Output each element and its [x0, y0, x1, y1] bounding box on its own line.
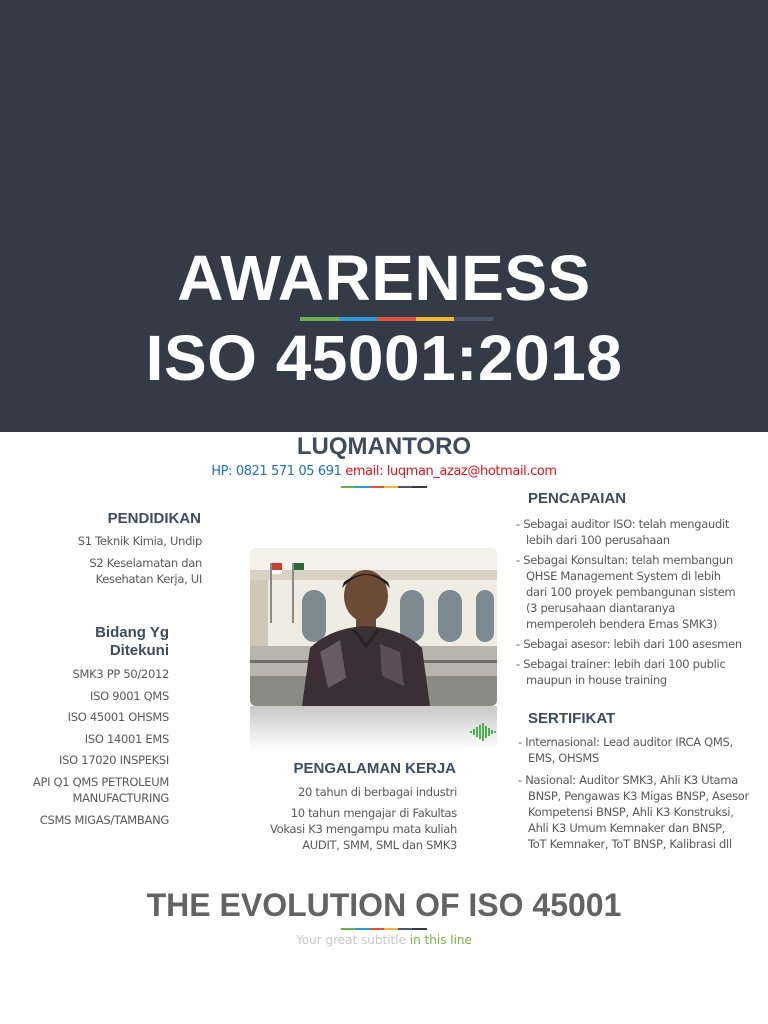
bidang-list [5, 666, 169, 828]
list-item: BNSP, Pengawas K3 Migas BNSP, Asesor [528, 789, 749, 803]
list-item: maupun in house training [526, 673, 667, 687]
list-item: MANUFACTURING [72, 790, 169, 805]
list-item: 10 tahun mengajar di Fakultas [290, 806, 457, 820]
list-item: - Nasional: Auditor SMK3, Ahli K3 Utama [518, 773, 738, 787]
list-item: ISO 14001 EMS [84, 731, 169, 746]
list-item: memperoleh bendera Emas SMK3) [526, 617, 718, 631]
list-item: - Sebagai asesor: lebih dari 100 asesmen [516, 637, 742, 651]
list-item: S2 Keselamatan dan [89, 556, 202, 570]
profile-name: LUQMANTORO [296, 433, 472, 460]
pencapaian-list [516, 516, 766, 688]
list-item: ISO 17020 INSPEKSI [59, 753, 169, 767]
section-subtitle [0, 931, 768, 949]
list-item: 20 tahun di berbagai industri [298, 785, 457, 799]
list-item: - Sebagai auditor ISO: telah mengaudit [516, 517, 730, 531]
list-item: - Internasional: Lead auditor IRCA QMS, [518, 735, 733, 749]
title-iso: ISO 45001:2018 [145, 322, 623, 394]
list-item: AUDIT, SMM, SML dan SMK3 [302, 838, 457, 852]
title-awareness: AWARENESS [177, 242, 591, 314]
accent-color-bar [300, 317, 493, 321]
audio-wave-icon [470, 723, 498, 741]
list-item: Kompetensi BNSP, Ahli K3 Konstruksi, [528, 805, 734, 819]
bidang-heading-line2: Ditekuni [109, 642, 169, 659]
pengalaman-heading: PENGALAMAN KERJA [293, 760, 456, 777]
list-item: dari 100 proyek pembangunan sistem [526, 585, 736, 599]
list-item: - Sebagai trainer: lebih dari 100 public [516, 657, 726, 671]
list-item: lebih dari 100 perusahaan [526, 533, 670, 547]
list-item: Vokasi K3 mengampu mata kuliah [269, 822, 457, 836]
pendidikan-list [20, 533, 202, 587]
photo-reflection [250, 706, 497, 750]
list-item: Ahli K3 Umum Kemnaker dan BNSP, [528, 821, 726, 835]
list-item: CSMS MIGAS/TAMBANG [39, 812, 169, 827]
profile-photo [250, 548, 497, 706]
title-banner [0, 0, 768, 432]
profile-contact [0, 463, 768, 481]
sertifikat-heading: SERTIFIKAT [528, 710, 616, 727]
accent-color-bar-small [341, 486, 427, 488]
pendidikan-heading: PENDIDIKAN [107, 510, 201, 527]
list-item: Kesehatan Kerja, UI [95, 572, 202, 586]
list-item: ToT Kemnaker, ToT BNSP, Kalibrasi dll [528, 837, 732, 851]
profile-email: email: luqman_azaz@hotmail.com [345, 464, 557, 479]
list-item: S1 Teknik Kimia, Undip [77, 534, 202, 548]
list-item: API Q1 QMS PETROLEUM [32, 774, 169, 789]
list-item: ISO 9001 QMS [90, 688, 169, 703]
sertifikat-list [518, 734, 768, 852]
subtitle-text: Your great subtitle [296, 933, 410, 947]
list-item: SMK3 PP 50/2012 [72, 667, 169, 681]
section-title: THE EVOLUTION OF ISO 45001 [146, 887, 622, 923]
list-item: QHSE Management System di lebih [526, 569, 721, 583]
profile-phone: HP: 0821 571 05 691 [211, 464, 342, 479]
pencapaian-heading: PENCAPAIAN [528, 490, 627, 507]
bidang-heading-line1: Bidang Yg [95, 624, 169, 641]
list-item: (3 perusahaan diantaranya [526, 601, 676, 615]
list-item: ISO 45001 OHSMS [67, 710, 169, 724]
list-item: EMS, OHSMS [528, 751, 600, 765]
list-item: - Sebagai Konsultan: telah membangun [516, 553, 733, 567]
pengalaman-list [220, 784, 457, 853]
bidang-heading [40, 624, 169, 660]
accent-color-bar-footer [341, 928, 427, 930]
subtitle-highlight: in this line [409, 933, 472, 947]
